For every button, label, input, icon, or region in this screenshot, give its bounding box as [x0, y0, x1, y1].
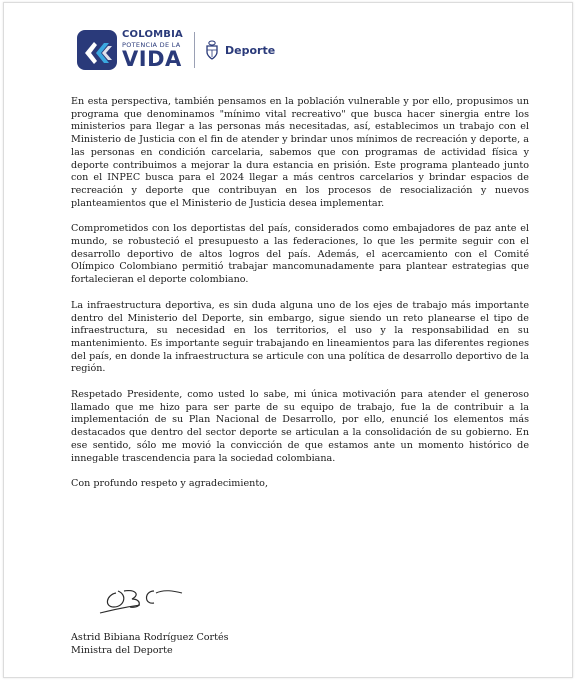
letter-paragraph: Comprometidos con los deportistas del país, considerados como embajadores de paz ante el mundo, se robusteció el presupuesto a las federaciones, lo que les permite seguir con el desarrollo deportivo de altos logros del país. Además, el acercamiento con el Comité Olímpico Colombiano permitió trabajar mancomunadamente para plantear estrategias que fortalecieran el deporte colombiano. — [71, 223, 529, 286]
letter-body — [71, 96, 529, 504]
gov-logo-line1: COLOMBIA — [122, 28, 183, 40]
signatory-block — [71, 631, 229, 657]
gov-logo-line3: VIDA — [122, 47, 182, 72]
coat-of-arms-shield-icon — [204, 40, 220, 60]
letter-paragraph: En esta perspectiva, también pensamos en la población vulnerable y por ello, propusimos un programa que denominamos "mínimo vital recreativo" que busca hacer sinergia entre los ministerios para llegar a las personas más necesitadas, así, establecimos un trabajo con el Ministerio de Justicia con el fin de atender y brindar unos mínimos de recreación y deporte, a las personas en condición carcelaria, sabemos que con programas de actividad física y deporte contribuimos a mejorar la dura estancia en prisión. Este programa planteado junto con el INPEC busca para el 2024 llegar a más centros carcelarios y brindar espacios de recreación y deporte que contribuyan en los procesos de resocialización y nuevos planteamientos que el Ministerio de Justicia desea implementar. — [71, 96, 529, 209]
letter-closing: Con profundo respeto y agradecimiento, — [71, 478, 269, 490]
letter-paragraph: Respetado Presidente, como usted lo sabe, mi única motivación para atender el generoso llamado que me hizo para ser parte de su equipo de trabajo, fue la de contribuir a la implementación de su Plan Nacional de Desarrollo, por ello, enuncié los elementos más destacados que dentro del sector deporte se articulan a la consolidación de su gobierno. En ese sentido, sólo me movió la convicción de que estamos ante un momento histórico de innegable trascendencia para la sociedad colombiana. — [71, 389, 529, 464]
signatory-name: Astrid Bibiana Rodríguez Cortés — [71, 632, 229, 643]
handwritten-signature — [96, 579, 188, 619]
letterhead — [76, 27, 275, 73]
letter-page — [3, 2, 573, 678]
signatory-title: Ministra del Deporte — [71, 645, 173, 656]
gov-logo-line2: POTENCIA DE LA — [122, 40, 181, 49]
colombia-potencia-vida-mark-icon — [76, 29, 118, 71]
logo-divider — [194, 32, 195, 68]
letter-paragraph: La infraestructura deportiva, es sin duda alguna uno de los ejes de trabajo más importante dentro del Ministerio del Deporte, sin embargo, sigue siendo un reto planearse el tipo de infraestructura, su necesidad en los territorios, el uso y la responsabilidad en su mantenimiento. Es importante seguir trabajando en lineamientos para las diferentes regiones del país, en donde la infraestructura se articule con una política de desarrollo deportivo de la región. — [71, 299, 529, 375]
ministry-logo-label: Deporte — [225, 43, 276, 57]
gov-logo-text — [122, 30, 183, 71]
